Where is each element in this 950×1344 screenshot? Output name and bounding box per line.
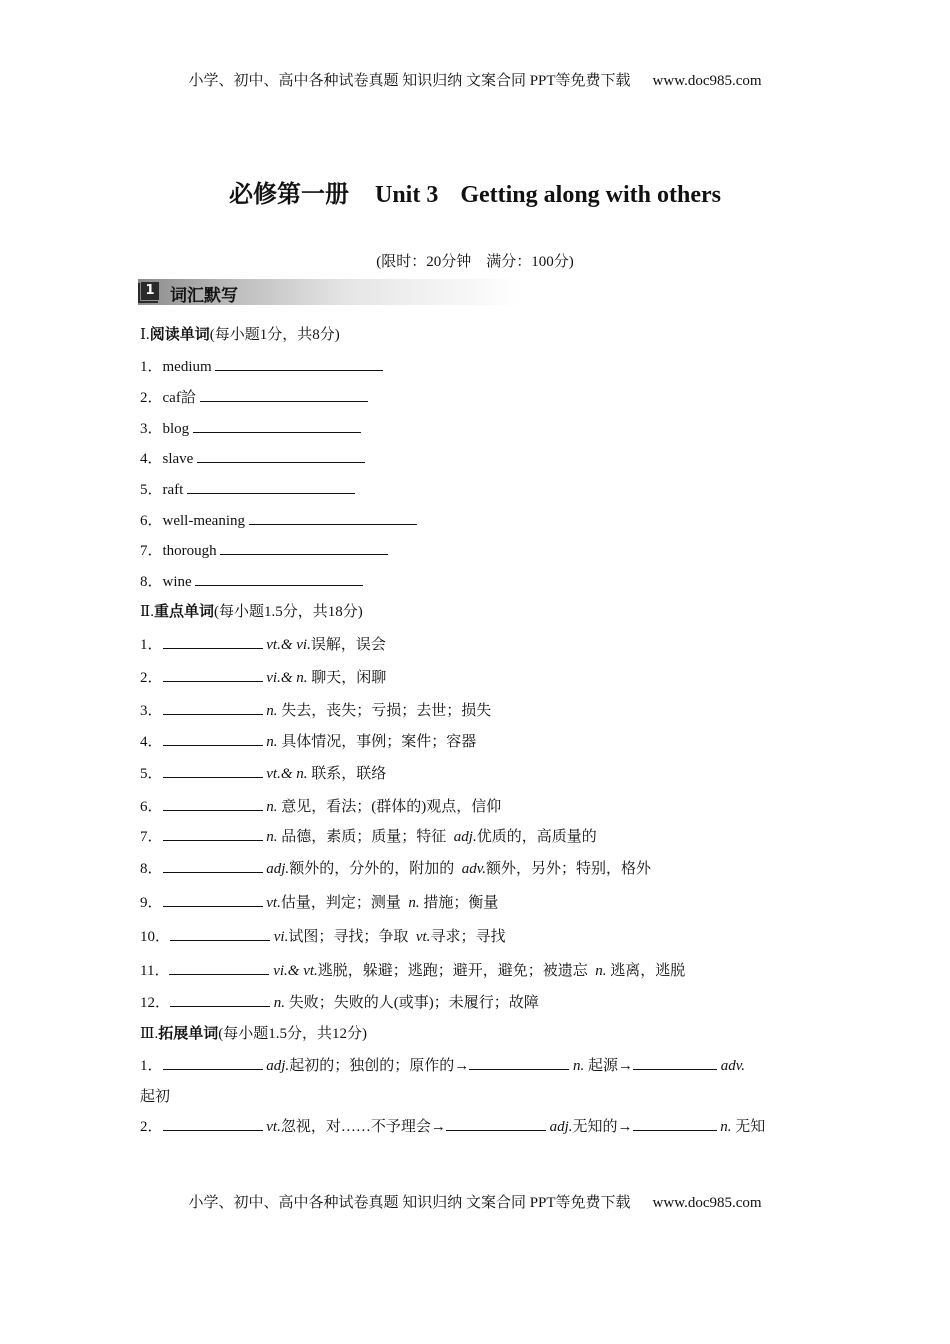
answer-blank[interactable] bbox=[195, 571, 363, 586]
part3-roman: Ⅲ. bbox=[140, 1026, 159, 1042]
arrow-icon: → bbox=[454, 1058, 470, 1074]
list-item: 3．blog bbox=[140, 417, 361, 438]
answer-blank[interactable] bbox=[193, 418, 361, 433]
part2-roman: Ⅱ. bbox=[140, 604, 154, 620]
list-item: 4．slave bbox=[140, 447, 365, 468]
answer-blank[interactable] bbox=[200, 387, 368, 402]
answer-blank[interactable] bbox=[163, 731, 263, 746]
header-url[interactable]: www.doc985.com bbox=[652, 73, 762, 89]
list-item: 1．medium bbox=[140, 355, 383, 376]
arrow-icon: → bbox=[430, 1119, 446, 1135]
answer-blank[interactable] bbox=[170, 926, 270, 941]
list-item: 2．caf詥 bbox=[140, 386, 368, 407]
part1-roman: Ⅰ. bbox=[140, 327, 150, 343]
time-score-limit: (限时：20分钟 满分：100分) bbox=[376, 254, 574, 270]
answer-blank[interactable] bbox=[163, 1055, 263, 1070]
answer-blank[interactable] bbox=[633, 1116, 717, 1131]
part2-score: (每小题1.5分，共18分) bbox=[213, 604, 363, 620]
answer-blank[interactable] bbox=[163, 1116, 263, 1131]
part2-heading bbox=[140, 600, 363, 621]
list-item-continuation: 起初 bbox=[140, 1089, 171, 1105]
answer-blank[interactable] bbox=[163, 858, 263, 873]
list-item: 6．well-meaning bbox=[140, 509, 417, 530]
answer-blank[interactable] bbox=[215, 356, 383, 371]
header-text: 小学、初中、高中各种试卷真题 知识归纳 文案合同 PPT等免费下载 bbox=[188, 73, 631, 89]
answer-blank[interactable] bbox=[197, 448, 365, 463]
section-number-icon: 1 bbox=[141, 282, 159, 300]
list-item: 8．wine bbox=[140, 570, 363, 591]
answer-blank[interactable] bbox=[170, 992, 270, 1007]
part3-name: 拓展单词 bbox=[158, 1026, 219, 1042]
footer-url[interactable]: www.doc985.com bbox=[652, 1195, 762, 1211]
page-header bbox=[0, 69, 950, 90]
answer-blank[interactable] bbox=[169, 960, 269, 975]
answer-blank[interactable] bbox=[187, 479, 355, 494]
answer-blank[interactable] bbox=[446, 1116, 546, 1131]
answer-blank[interactable] bbox=[163, 700, 263, 715]
answer-blank[interactable] bbox=[633, 1055, 717, 1070]
answer-blank[interactable] bbox=[220, 540, 388, 555]
answer-blank[interactable] bbox=[163, 796, 263, 811]
answer-blank[interactable] bbox=[469, 1055, 569, 1070]
arrow-icon: → bbox=[617, 1119, 633, 1135]
title-topic: Getting along with others bbox=[460, 182, 721, 208]
answer-blank[interactable] bbox=[249, 510, 417, 525]
part1-heading bbox=[140, 323, 340, 344]
page-title bbox=[0, 174, 950, 209]
footer-text: 小学、初中、高中各种试卷真题 知识归纳 文案合同 PPT等免费下载 bbox=[188, 1195, 631, 1211]
list-item: 5． vt.& n. 联系，联络 bbox=[140, 762, 386, 783]
part1-name: 阅读单词 bbox=[149, 327, 210, 343]
list-item: 1． vt.& vi.误解，误会 bbox=[140, 633, 386, 654]
list-item: 2． vi.& n. 聊天，闲聊 bbox=[140, 666, 386, 687]
answer-blank[interactable] bbox=[163, 892, 263, 907]
part3-score: (每小题1.5分，共12分) bbox=[218, 1026, 367, 1042]
part3-heading bbox=[140, 1022, 367, 1043]
arrow-icon: → bbox=[617, 1058, 633, 1074]
list-item: 11． vi.& vt.逃脱，躲避；逃跑；避开，避免；被遗忘 n. 逃离，逃脱 bbox=[140, 959, 685, 980]
answer-blank[interactable] bbox=[163, 667, 263, 682]
list-item: 9． vt.估量，判定；测量 n. 措施；衡量 bbox=[140, 891, 498, 912]
answer-blank[interactable] bbox=[163, 826, 263, 841]
page-footer bbox=[0, 1191, 950, 1212]
list-item: 6． n. 意见，看法；(群体的)观点，信仰 bbox=[140, 795, 501, 816]
list-item: 3． n. 失去，丧失；亏损；去世；损失 bbox=[140, 699, 491, 720]
list-item: 8． adj.额外的，分外的，附加的 adv.额外，另外；特别，格外 bbox=[140, 857, 651, 878]
section-banner bbox=[138, 279, 522, 305]
list-item: 1． adj.起初的；独创的；原作的→ n. 起源→ adv. bbox=[140, 1054, 745, 1075]
title-unit: Unit 3 bbox=[374, 182, 439, 208]
answer-blank[interactable] bbox=[163, 763, 263, 778]
list-item: 7． n. 品德，素质；质量；特征 adj.优质的，高质量的 bbox=[140, 825, 597, 846]
list-item: 10． vi.试图；寻找；争取 vt.寻求；寻找 bbox=[140, 925, 505, 946]
part1-score: (每小题1分，共8分) bbox=[209, 327, 340, 343]
section-label: 词汇默写 bbox=[170, 286, 238, 306]
title-book: 必修第一册 bbox=[228, 182, 349, 208]
list-item: 5．raft bbox=[140, 478, 355, 499]
list-item: 4． n. 具体情况，事例；案件；容器 bbox=[140, 730, 476, 751]
list-item: 7．thorough bbox=[140, 539, 388, 560]
part2-name: 重点单词 bbox=[153, 604, 214, 620]
list-item: 12． n. 失败；失败的人(或事)；未履行；故障 bbox=[140, 991, 539, 1012]
list-item: 2． vt.忽视，对……不予理会→ adj.无知的→ n. 无知 bbox=[140, 1115, 765, 1136]
answer-blank[interactable] bbox=[163, 634, 263, 649]
